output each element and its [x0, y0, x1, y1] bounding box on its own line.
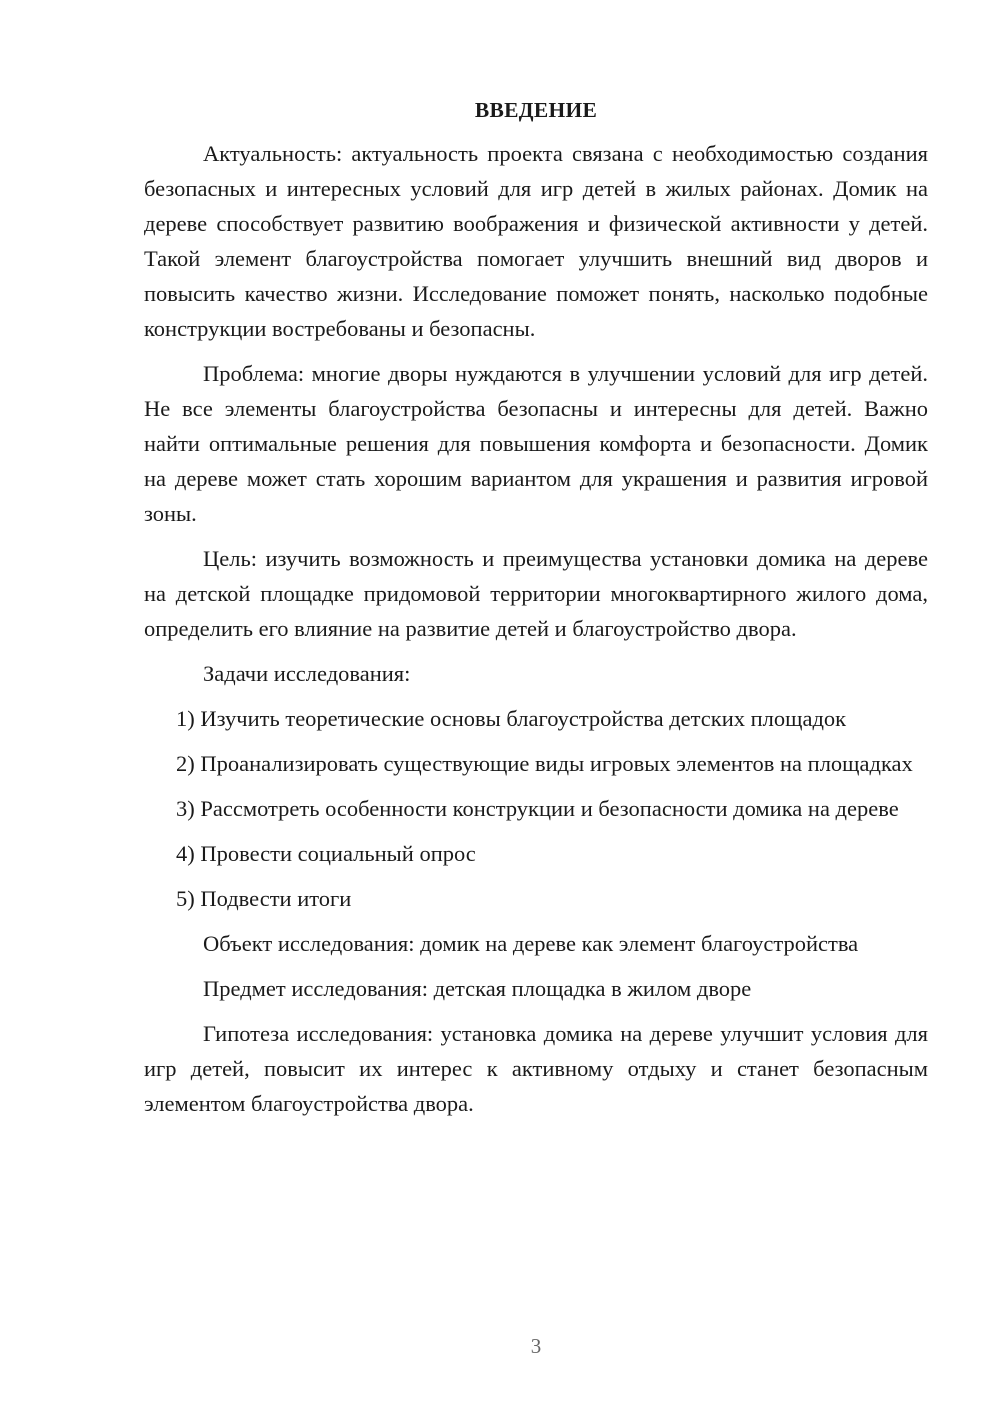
task-item-1: 1) Изучить теоретические основы благоустройства детских площадок [176, 706, 847, 731]
task-item-2: 2) Проанализировать существующие виды игровых элементов на площадках [176, 751, 913, 776]
page-number: 3 [530, 1334, 542, 1358]
tasks-heading: Задачи исследования: [203, 661, 411, 686]
object-paragraph: Объект исследования: домик на дереве как элемент благоустройства [203, 931, 859, 956]
relevance-paragraph: Актуальность: актуальность проекта связана с необходимостью создания безопасных и интересных условий для игр детей в жилых районах. Домик на дереве способствует развитию воображения и физической активности у детей. Такой элемент благоустройства помогает улучшить внешний вид дворов и повысить качество жизни. Исследование поможет понять, насколько подобные конструкции востребованы и безопасны. [144, 141, 928, 341]
section-title: ВВЕДЕНИЕ [474, 98, 598, 122]
goal-paragraph: Цель: изучить возможность и преимущества установки домика на дереве на детской площадке придомовой территории многоквартирного жилого дома, определить его влияние на развитие детей и благоустройство двора. [144, 546, 928, 641]
subject-paragraph: Предмет исследования: детская площадка в жилом дворе [203, 976, 752, 1001]
page-content [144, 96, 928, 1131]
problem-paragraph: Проблема: многие дворы нуждаются в улучшении условий для игр детей. Не все элементы благоустройства безопасны и интересны для детей. Важно найти оптимальные решения для повышения комфорта и безопасности. Домик на дереве может стать хорошим вариантом для украшения и развития игровой зоны. [144, 361, 928, 526]
hypothesis-paragraph: Гипотеза исследования: установка домика на дереве улучшит условия для игр детей, повысит их интерес к активному отдыху и станет безопасным элементом благоустройства двора. [144, 1021, 928, 1116]
task-item-3: 3) Рассмотреть особенности конструкции и безопасности домика на дереве [176, 796, 899, 821]
task-item-4: 4) Провести социальный опрос [176, 841, 476, 866]
task-item-5: 5) Подвести итоги [176, 886, 352, 911]
